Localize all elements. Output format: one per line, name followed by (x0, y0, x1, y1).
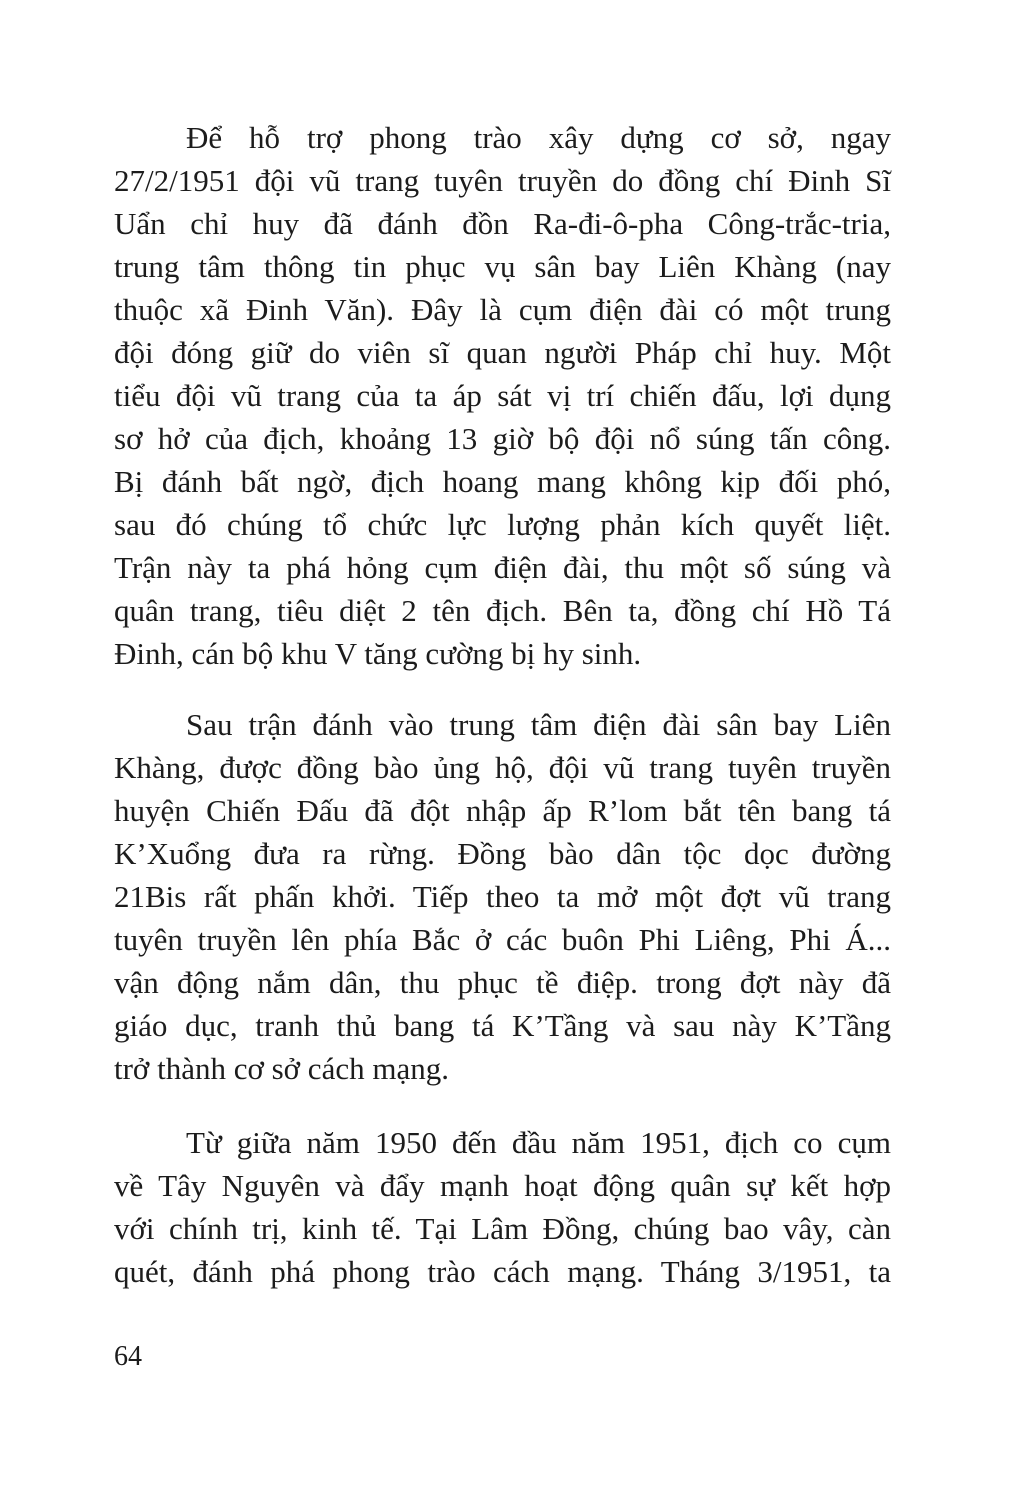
paragraph-line: 21Bis rất phấn khởi. Tiếp theo ta mở một đợt vũ trang (114, 879, 891, 914)
paragraph-line: Khàng, được đồng bào ủng hộ, đội vũ trang tuyên truyền (114, 750, 891, 785)
paragraph-line: Uẩn chỉ huy đã đánh đồn Ra-đi-ô-pha Công-trắc-tria, (114, 206, 891, 241)
paragraph-line: sơ hở của địch, khoảng 13 giờ bộ đội nổ súng tấn công. (114, 421, 891, 456)
paragraph-2 (114, 703, 891, 1090)
paragraph-line: tuyên truyền lên phía Bắc ở các buôn Phi Liêng, Phi Á... (114, 922, 891, 957)
page-number: 64 (114, 1341, 142, 1372)
paragraph-line: giáo dục, tranh thủ bang tá K’Tầng và sau này K’Tầng (114, 1008, 891, 1043)
paragraph-line: tiểu đội vũ trang của ta áp sát vị trí chiến đấu, lợi dụng (114, 378, 891, 413)
paragraph-line: đội đóng giữ do viên sĩ quan người Pháp chỉ huy. Một (114, 335, 891, 370)
paragraph-line: Để hỗ trợ phong trào xây dựng cơ sở, ngay (186, 120, 891, 155)
paragraph-line: Từ giữa năm 1950 đến đầu năm 1951, địch co cụm (186, 1125, 891, 1160)
paragraph-line: huyện Chiến Đấu đã đột nhập ấp R’lom bắt tên bang tá (114, 793, 891, 828)
paragraph-line: về Tây Nguyên và đẩy mạnh hoạt động quân sự kết hợp (114, 1168, 891, 1203)
paragraph-line: K’Xuổng đưa ra rừng. Đồng bào dân tộc dọc đường (114, 836, 891, 871)
paragraph-line: Sau trận đánh vào trung tâm điện đài sân bay Liên (186, 707, 891, 742)
paragraph-line: trung tâm thông tin phục vụ sân bay Liên Khàng (nay (114, 249, 891, 284)
paragraph-line: sau đó chúng tổ chức lực lượng phản kích quyết liệt. (114, 507, 891, 542)
paragraph-line: vận động nắm dân, thu phục tề điệp. trong đợt này đã (114, 965, 891, 1000)
paragraph-line: Đinh, cán bộ khu V tăng cường bị hy sinh. (114, 636, 642, 671)
paragraph-1 (114, 116, 891, 675)
paragraph-line: trở thành cơ sở cách mạng. (114, 1051, 449, 1086)
paragraph-line: quân trang, tiêu diệt 2 tên địch. Bên ta, đồng chí Hồ Tá (114, 593, 891, 628)
paragraph-line: Bị đánh bất ngờ, địch hoang mang không kịp đối phó, (114, 464, 891, 499)
paragraph-line: quét, đánh phá phong trào cách mạng. Tháng 3/1951, ta (114, 1254, 891, 1289)
paragraph-line: với chính trị, kinh tế. Tại Lâm Đồng, chúng bao vây, càn (114, 1211, 891, 1246)
paragraph-line: thuộc xã Đinh Văn). Đây là cụm điện đài có một trung (114, 292, 891, 327)
paragraph-line: 27/2/1951 đội vũ trang tuyên truyền do đồng chí Đinh Sĩ (114, 163, 891, 198)
paragraph-line: Trận này ta phá hỏng cụm điện đài, thu một số súng và (114, 550, 891, 585)
paragraph-3 (114, 1121, 891, 1293)
